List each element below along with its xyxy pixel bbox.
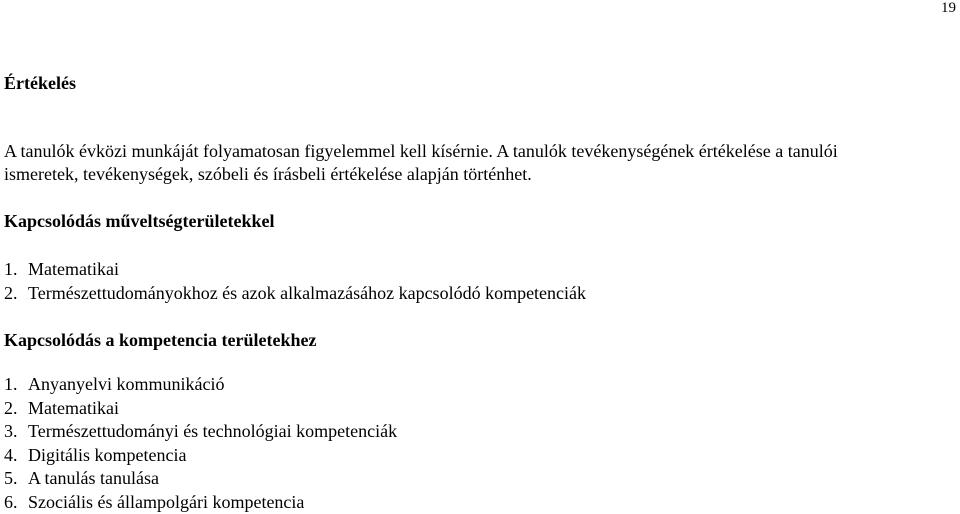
list-item-number: 1.: [4, 374, 18, 394]
list-item: [4, 444, 397, 468]
list-item-text: Matematikai: [28, 397, 119, 418]
list-item-text: Szociális és állampolgári kompetencia: [28, 491, 305, 512]
list-item-number: 3.: [4, 421, 18, 441]
culture-areas-heading: Kapcsolódás műveltségterületekkel: [4, 211, 275, 231]
section-title: Értékelés: [4, 73, 76, 93]
competence-areas-list: [4, 373, 397, 514]
list-item-text: Anyanyelvi kommunikáció: [28, 374, 225, 394]
list-item-text: Természettudományokhoz és azok alkalmazásához kapcsolódó kompetenciák: [28, 282, 587, 303]
list-item: [4, 282, 586, 306]
list-item-text: Természettudományi és technológiai kompetenciák: [28, 421, 398, 441]
list-item: [4, 258, 586, 282]
competence-areas-heading: Kapcsolódás a kompetencia területekhez: [4, 330, 317, 350]
list-item-number: 2.: [4, 397, 18, 418]
intro-line: A tanulók évközi munkáját folyamatosan figyelemmel kell kísérnie. A tanulók tevékenységének értékelése a tanulói: [4, 141, 838, 161]
intro-line: ismeretek, tevékenységek, szóbeli és írásbeli értékelése alapján történhet.: [4, 164, 532, 184]
list-item: [4, 373, 397, 397]
list-item: [4, 491, 397, 514]
list-item-number: 6.: [4, 491, 18, 512]
list-item: [4, 467, 397, 491]
list-item-text: Matematikai: [28, 259, 119, 279]
list-item-number: 1.: [4, 259, 18, 279]
list-item: [4, 420, 397, 444]
intro-paragraph: [4, 140, 960, 186]
list-item-text: A tanulás tanulása: [28, 468, 159, 488]
list-item-number: 2.: [4, 282, 18, 303]
list-item-number: 4.: [4, 444, 18, 465]
page-number: 19: [941, 0, 956, 16]
list-item-number: 5.: [4, 468, 18, 488]
culture-areas-list: [4, 258, 586, 305]
list-item: [4, 397, 397, 421]
list-item-text: Digitális kompetencia: [28, 444, 187, 465]
